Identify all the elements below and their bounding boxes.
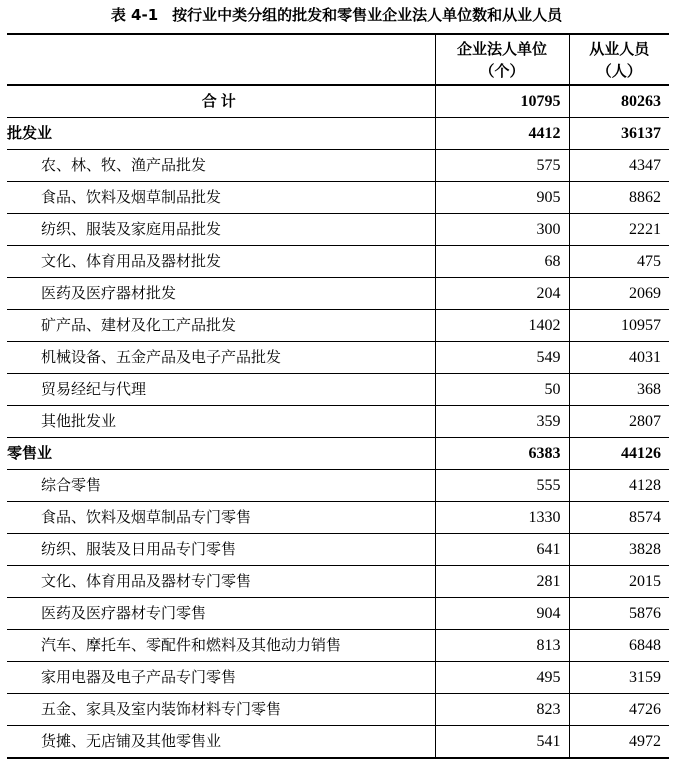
table-row <box>7 182 669 214</box>
row-label: 矿产品、建材及化工产品批发 <box>7 310 435 342</box>
row-label: 文化、体育用品及器材专门零售 <box>7 566 435 598</box>
table-row <box>7 214 669 246</box>
units-cell: 204 <box>435 278 569 310</box>
persons-cell: 4726 <box>569 694 669 726</box>
persons-cell: 5876 <box>569 598 669 630</box>
persons-cell: 368 <box>569 374 669 406</box>
table-row <box>7 278 669 310</box>
persons-cell: 6848 <box>569 630 669 662</box>
row-label: 食品、饮料及烟草制品专门零售 <box>7 502 435 534</box>
row-label: 汽车、摩托车、零配件和燃料及其他动力销售 <box>7 630 435 662</box>
persons-cell: 36137 <box>569 118 669 150</box>
units-cell: 823 <box>435 694 569 726</box>
table-row <box>7 566 669 598</box>
persons-cell: 8574 <box>569 502 669 534</box>
units-cell: 6383 <box>435 438 569 470</box>
table-row <box>7 534 669 566</box>
units-cell: 10795 <box>435 85 569 118</box>
total-row <box>7 85 669 118</box>
group-row-retail <box>7 438 669 470</box>
header-category <box>7 34 435 85</box>
units-cell: 68 <box>435 246 569 278</box>
row-label: 其他批发业 <box>7 406 435 438</box>
units-cell: 4412 <box>435 118 569 150</box>
units-cell: 641 <box>435 534 569 566</box>
persons-cell: 2015 <box>569 566 669 598</box>
header-persons-unit: （人） <box>596 61 642 80</box>
units-cell: 905 <box>435 182 569 214</box>
persons-cell: 10957 <box>569 310 669 342</box>
table-title: 按行业中类分组的批发和零售业企业法人单位数和从业人员 <box>172 6 563 24</box>
table-row <box>7 662 669 694</box>
units-cell: 300 <box>435 214 569 246</box>
table-row <box>7 502 669 534</box>
units-cell: 549 <box>435 342 569 374</box>
row-label: 五金、家具及室内装饰材料专门零售 <box>7 694 435 726</box>
table-number: 表 4-1 <box>110 6 159 24</box>
header-units-label: 企业法人单位 <box>456 39 547 58</box>
units-cell: 1330 <box>435 502 569 534</box>
header-units <box>435 34 569 85</box>
persons-cell: 2069 <box>569 278 669 310</box>
row-label: 医药及医疗器材专门零售 <box>7 598 435 630</box>
table-row <box>7 406 669 438</box>
group-row-wholesale <box>7 118 669 150</box>
row-label: 文化、体育用品及器材批发 <box>7 246 435 278</box>
units-cell: 1402 <box>435 310 569 342</box>
units-cell: 555 <box>435 470 569 502</box>
units-cell: 50 <box>435 374 569 406</box>
table-row <box>7 246 669 278</box>
persons-cell: 44126 <box>569 438 669 470</box>
units-cell: 281 <box>435 566 569 598</box>
header-units-unit: （个） <box>479 61 525 80</box>
units-cell: 575 <box>435 150 569 182</box>
persons-cell: 4031 <box>569 342 669 374</box>
table-row <box>7 598 669 630</box>
statistics-table <box>7 33 669 759</box>
persons-cell: 2221 <box>569 214 669 246</box>
table-row <box>7 342 669 374</box>
persons-cell: 3159 <box>569 662 669 694</box>
header-persons <box>569 34 669 85</box>
persons-cell: 3828 <box>569 534 669 566</box>
row-label: 机械设备、五金产品及电子产品批发 <box>7 342 435 374</box>
table-row <box>7 374 669 406</box>
units-cell: 359 <box>435 406 569 438</box>
table-row <box>7 726 669 759</box>
units-cell: 904 <box>435 598 569 630</box>
row-label: 贸易经纪与代理 <box>7 374 435 406</box>
table-caption <box>0 4 673 26</box>
persons-cell: 475 <box>569 246 669 278</box>
persons-cell: 4347 <box>569 150 669 182</box>
persons-cell: 2807 <box>569 406 669 438</box>
units-cell: 813 <box>435 630 569 662</box>
persons-cell: 80263 <box>569 85 669 118</box>
table-row <box>7 470 669 502</box>
row-label: 食品、饮料及烟草制品批发 <box>7 182 435 214</box>
table-row <box>7 630 669 662</box>
units-cell: 495 <box>435 662 569 694</box>
header-row <box>7 34 669 85</box>
table-row <box>7 150 669 182</box>
units-cell: 541 <box>435 726 569 759</box>
row-label: 农、林、牧、渔产品批发 <box>7 150 435 182</box>
row-label: 纺织、服装及日用品专门零售 <box>7 534 435 566</box>
row-label: 合计 <box>7 85 435 118</box>
row-label: 综合零售 <box>7 470 435 502</box>
persons-cell: 4972 <box>569 726 669 759</box>
row-label: 零售业 <box>7 438 435 470</box>
row-label: 批发业 <box>7 118 435 150</box>
row-label: 货摊、无店铺及其他零售业 <box>7 726 435 759</box>
persons-cell: 8862 <box>569 182 669 214</box>
header-persons-label: 从业人员 <box>589 39 650 58</box>
row-label: 纺织、服装及家庭用品批发 <box>7 214 435 246</box>
persons-cell: 4128 <box>569 470 669 502</box>
table-row <box>7 694 669 726</box>
row-label: 医药及医疗器材批发 <box>7 278 435 310</box>
row-label: 家用电器及电子产品专门零售 <box>7 662 435 694</box>
table-row <box>7 310 669 342</box>
